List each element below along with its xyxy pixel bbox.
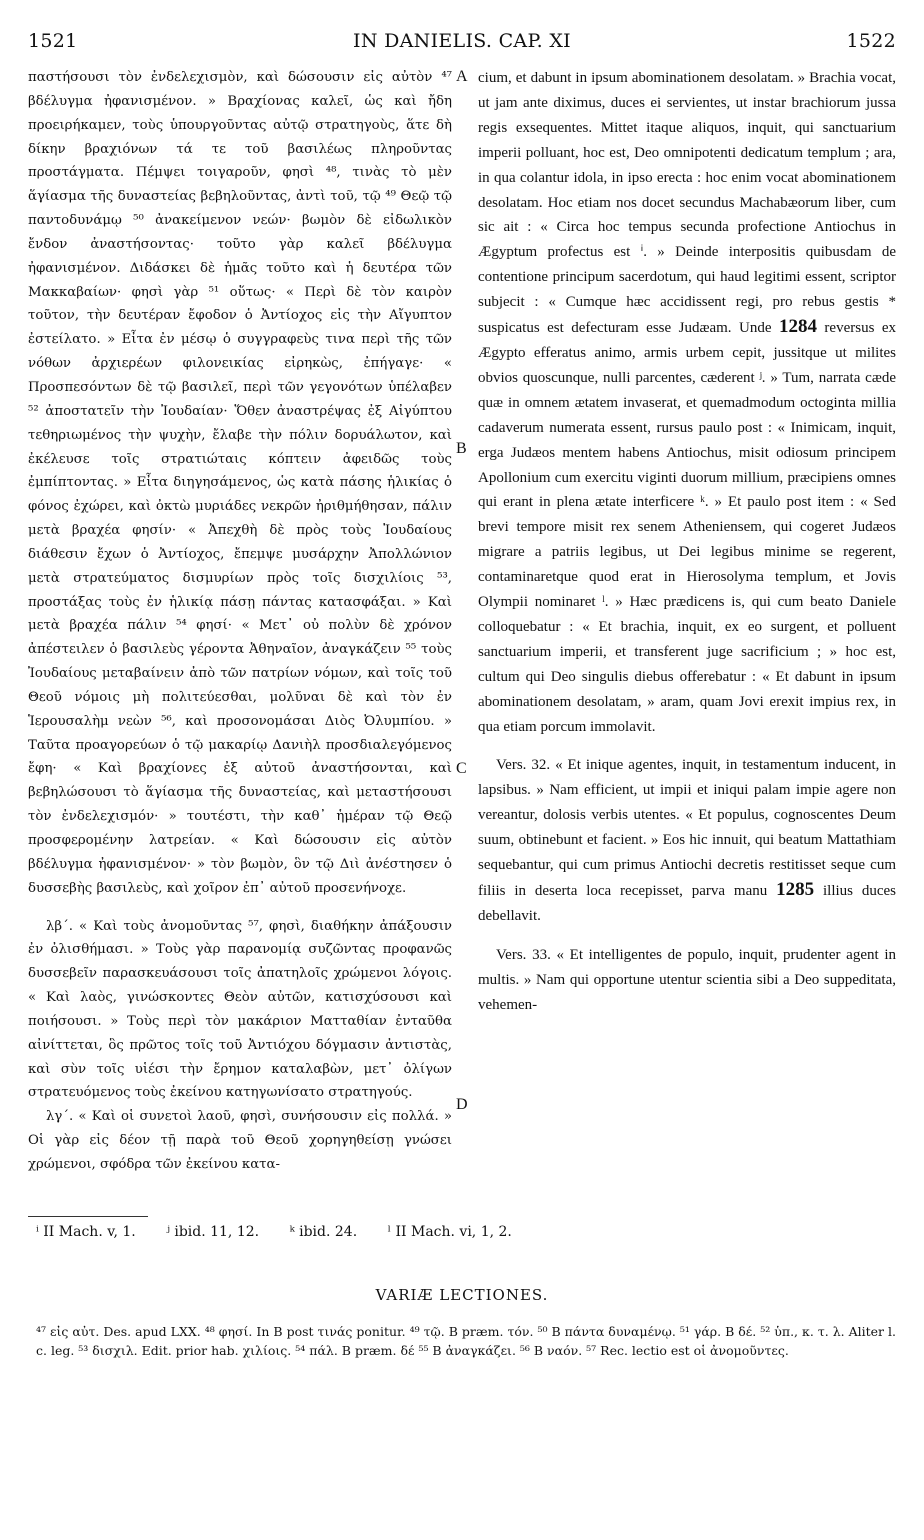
margin-letter: A <box>456 68 468 85</box>
greek-column <box>28 66 452 1177</box>
footnote: ᵏ ibid. 24. <box>289 1224 358 1240</box>
latin-column <box>478 66 896 1018</box>
page-number-left: 1521 <box>28 30 78 52</box>
greek-paragraph: παστήσουσι τὸν ἐνδελεχισμὸν, καὶ δώσουσιν εἰς αὐτὸν ⁴⁷ βδέλυγμα ἠφανισμένον. » Βραχίονας καλεῖ, ὡς καὶ ἤδη προειρήκαμεν, τοὺς ὑπουργοῦντας αὐτῷ στρατηγοὺς, ἅτε δὴ δίκην βραχιόνων τά τε τοῦ βασιλέως πληροῦντας προστάγματα. Πέμψει τοιγαροῦν, φησὶ ⁴⁸, τινὰς τὸ μὲν ἅγίασμα τῆς δυναστείας βεβηλοῦντας, ἀντὶ τοῦ, τῷ ⁴⁹ Θεῷ τῷ παντοδυνάμῳ ⁵⁰ ἀνακείμενον νεών· βωμὸν δὲ εἰδωλικὸν ἔνδον ἀναστήσοντας· τοῦτο γὰρ καλεῖ βδέλυγμα ἠφανισμένον. Διδάσκει δὲ ἡμᾶς τοῦτο καὶ ἡ δευτέρα τῶν Μακκαβαίων· φησὶ γὰρ ⁵¹ οὕτως· « Περὶ δὲ τὸν καιρὸν τοῦτον, τὴν δευτέραν ἔφοδον ὁ Ἀντίοχος εἰς τὴν Αἴγυπτον ἐστείλατο. » Εἶτα ἐν μέσῳ ὁ συγγραφεὺς τινα περὶ τῆς τῶν νόθων ἀρχιερέων φιλονεικίας εἰρηκὼς, ἐπήγαγε· « Προσπεσόντων δὲ τῷ βασιλεῖ, περὶ τῶν γεγονότων ὑπέλαβεν ⁵² ἀποστατεῖν τὴν Ἰουδαίαν· Ὅθεν ἀναστρέψας ἐξ Αἰγύπτου τεθηριωμένος τὴν ψυχὴν, ἔλαβε τὴν πόλιν δορυάλωτον, καὶ ἐκέλευσε τοῖς στρατιώταις κόπτειν ἀφειδῶς τοὺς ἐμπίπτοντας. » Εἶτα διηγησάμενος, ὡς κατὰ πάσης ἡλικίας ὁ φόνος ἐχώρει, καὶ ὀκτὼ μυριάδες νεκρῶν ἠριθμήθησαν, πάλιν μετὰ βραχέα φησίν· « Ἀπεχθὴ δὲ πρὸς τοὺς Ἰουδαίους διάθεσιν ἔχων ὁ Ἀντίοχος, ἔπεμψε μυσάρχην Ἀπολλώνιον μετὰ στρατεύματος δισμυρίων πρὸς τοῖς δισχιλίοις ⁵³, προστάξας τοὺς ἐν ἡλικίᾳ πάσῃ πάντας κατασφάξαι. » Καὶ μετὰ βραχέα πάλιν ⁵⁴ φησί· « Μετ᾽ οὐ πολὺν δὲ χρόνον ἀπέστειλεν ὁ βασιλεὺς γέροντα Ἀθηναῖον, ἀναγκάζειν ⁵⁵ τοὺς Ἰουδαίους μεταβαίνειν ἀπὸ τῶν πατρίων νόμων, καὶ τοῖς τοῦ Θεοῦ νόμοις μὴ πολιτεύεσθαι, μολῦναι δὲ καὶ τὸν ἐν Ἱερουσαλὴμ νεὼν ⁵⁶, καὶ προσονομάσαι Διὸς Ὀλυμπίου. » Ταῦτα προαγορεύων ὁ τῷ μακαρίῳ Δανιὴλ προσδιαλεγόμενος ἔφη· « Καὶ βραχίονες ἐξ αὐτοῦ ἀναστήσονται, καὶ βεβηλώσουσι τὸ ἅγίασμα τῆς δυναστείας, καὶ μεταστήσουσι τὸν ἐνδελεχισμόν· » τουτέστι, τὴν καθ᾽ ἡμέραν τῷ Θεῷ προσφερομένην λατρείαν. « Καὶ δώσουσιν εἰς αὐτὸν βδέλυγμα ἠφανισμένον· » τὸν βωμὸν, ὃν τῷ Διὶ ἀνέστησεν ὁ δυσσεβὴς βασιλεὺς, καὶ χοῖρον ἐπ᾽ αὐτοῦ προσενήνοχε. <box>28 70 452 896</box>
footnote: ˡ II Mach. vi, 1, 2. <box>387 1224 512 1240</box>
column-number: 1285 <box>776 879 815 900</box>
latin-paragraph <box>478 753 896 928</box>
running-header <box>28 30 896 58</box>
footnotes <box>36 1224 896 1240</box>
margin-letter: D <box>456 1096 468 1113</box>
page-number-right: 1522 <box>846 30 896 52</box>
latin-text: Vers. 32. « Et inique agentes, inquit, in testamentum inducent, in lapsibus. » Nam efficient, ut impii et iniqui palam impie agere non vereantur, dolosis verbis utentes. « Et populus, cognoscentes Deum suum, obtinebunt et facient. » Eos hic innuit, qui beatum Mattathiam sequebantur, qui cum primus Antiochi decretis restitisset seque cum filiis in deserta loca recepisset, parva manu <box>478 757 896 899</box>
footnote: ʲ ibid. 11, 12. <box>166 1224 260 1240</box>
margin-letter: C <box>456 760 467 777</box>
variae-title: VARIÆ LECTIONES. <box>375 1286 549 1304</box>
latin-text: cium, et dabunt in ipsum abominationem desolatam. » Brachia vocat, ut jam ante diximus, duces ei servientes, ut instar brachiorum jussa regis exsequentes. Mittet itaque aliquos, inquit, qui sanctuarium imperii polluant, hoc est, Deo omnipotenti dedicatum templum ; ara, in qua colantur idola, in ipso erecta : hoc enim vocat abominationem desolatam. Hoc etiam nos docet secundus Machabæorum liber, cum sic ait : « Circa hoc tempus secunda profectione Antiochus in Ægyptum profectus est ⁱ. » Deinde interpositis quibusdam de contentione principum sacerdotum, qui haud legitimi essent, scriptor subjecit : « Cumque hæc accidissent regi, pro rebus gestis * suspicatus est defecturam esse Judæam. Unde <box>478 70 896 337</box>
latin-paragraph: Vers. 33. « Et intelligentes de populo, inquit, prudenter agent in multis. » Nam qui opportune utentur scientia sibi a Deo suppeditata, vehemen- <box>478 946 896 1013</box>
running-title: IN DANIELIS. CAP. XI <box>353 30 571 52</box>
variae-lectiones: ⁴⁷ εἰς αὐτ. Des. apud LXX. ⁴⁸ φησί. In B post τινάς ponitur. ⁴⁹ τῷ. B præm. τόν. ⁵⁰ B πάντα δυναμένῳ. ⁵¹ γάρ. B δέ. ⁵² ὑπ., κ. τ. λ. Aliter l. c. leg. ⁵³ δισχιλ. Edit. prior hab. χιλίοις. ⁵⁴ πάλ. B præm. δέ ⁵⁵ B ἀναγκάζει. ⁵⁶ B ναόν. ⁵⁷ Rec. lectio est οἱ ἀνομοῦντες. <box>36 1324 896 1358</box>
latin-text: reversus ex Ægypto efferatus animo, armis urbem cepit, jussitque ut milites obvios quoscunque, nulli parcentes, cæderent ʲ. » Tum, narrata cæde quæ in omnem ætatem invaserat, et quemadmodum octoginta millia cadaverum numerata essent, rursus paulo post : « Inimicam, inquit, erga Judæos mentem habens Antiochus, misit odiosum principem Apollonium cum exercitu viginti duorum millium, præcipiens omnes qui erant in plena ætate interficere ᵏ. » Et paulo post item : « Sed brevi tempore misit rex senem Atheniensem, qui cogeret Judæos migrare a patriis legibus, ut Dei legibus minime se regerent, contaminaretque quod erat in Hierosolyma templum, et Jovis Olympii nominaret ˡ. » Hæc prædicens is, qui cum beato Daniele colloquebatur : « Et brachia, inquit, ex eo surgent, et polluent sanctuarium imperii, et transferent juge sacrificium ; » hoc est, cultum qui Deo singulis diebus offerebatur : « Et dabunt in ipsum abominationem desolatam, » aram, quam Jovi erexit impius rex, in qua etiam porcum immolavit. <box>478 320 897 735</box>
latin-paragraph <box>478 66 896 739</box>
footnote-rule <box>28 1216 148 1217</box>
greek-paragraph: λβ΄. « Καὶ τοὺς ἀνομοῦντας ⁵⁷, φησὶ, διαθήκην ἀπάξουσιν ἐν ὀλισθήμασι. » Τοὺς γὰρ παρανομίᾳ συζῶντας προφανῶς δυσσεβεῖν παρασκευάσουσι τοῖς ἀπατηλοῖς χρώμενοι λόγοις. « Καὶ λαὸς, γινώσκοντες Θεὸν αὐτῶν, κατισχύσουσι καὶ ποιήσουσι. » Τοὺς περὶ τὸν μακάριον Ματταθίαν ἐνταῦθα αἰνίττεται, ὃς πρῶτος τοῖς τοῦ Ἀντιόχου δόγμασιν ἀντιστὰς, καὶ σὺν τοῖς υἱέσι τὴν ἔρημον καταλαβὼν, μετ᾽ ὀλίγων στρατευόμενος τοὺς ἐκείνου κατηγωνίσατο στρατηγούς. <box>28 918 452 1101</box>
column-number: 1284 <box>778 316 817 338</box>
margin-letter: B <box>456 440 467 457</box>
latin-text: illius duces debellavit. <box>478 883 896 924</box>
greek-paragraph: λγ΄. « Καὶ οἱ συνετοὶ λαοῦ, φησὶ, συνήσουσιν εἰς πολλά. » Οἱ γὰρ εἰς δέον τῇ παρὰ τοῦ Θεοῦ χορηγηθείσῃ γνώσει χρώμενοι, σφόδρα τῶν ἐκείνου κατα- <box>28 1109 452 1172</box>
footnote: ⁱ II Mach. v, 1. <box>36 1224 136 1240</box>
